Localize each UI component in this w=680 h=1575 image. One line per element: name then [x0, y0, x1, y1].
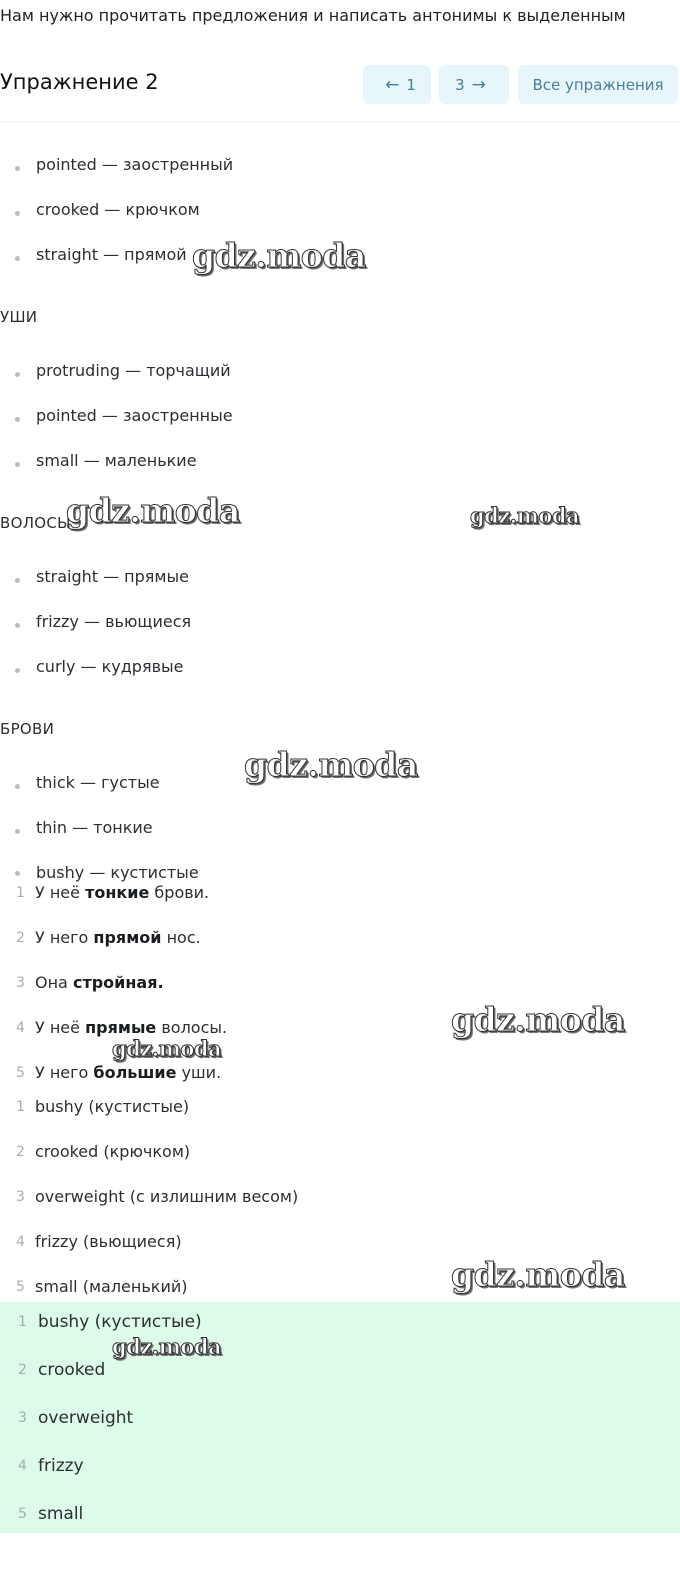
highlighted-word: прямые [85, 1018, 157, 1037]
item-number: 4 [18, 1458, 27, 1474]
list-item: pointed — заостренный [36, 155, 234, 174]
watermark: gdz.moda [244, 745, 418, 784]
bullet-icon [15, 871, 20, 876]
list-item: pointed — заостренные [36, 406, 233, 425]
answer-item: overweight [38, 1408, 134, 1428]
arrow-left-icon: ← [385, 74, 400, 95]
option-item: small (маленький) [35, 1277, 188, 1296]
answer-item: small [38, 1504, 84, 1524]
prev-exercise-button[interactable] [363, 65, 431, 104]
watermark: gdz.moda [470, 503, 580, 528]
watermark: gdz.moda [451, 1000, 625, 1039]
header-divider [0, 121, 680, 122]
list-item: bushy — кустистые [36, 863, 199, 882]
watermark: gdz.moda [112, 1036, 222, 1061]
option-item: bushy (кустистые) [35, 1097, 190, 1116]
item-number: 4 [16, 1234, 25, 1250]
section-heading-brows: БРОВИ [0, 720, 55, 738]
sentence-item: У него большие уши. [35, 1063, 222, 1082]
sentence-item: У неё прямые волосы. [35, 1018, 228, 1037]
item-number: 3 [16, 975, 25, 991]
item-number: 3 [16, 1189, 25, 1205]
item-number: 1 [16, 885, 25, 901]
list-item: small — маленькие [36, 451, 197, 470]
bullet-icon [15, 668, 20, 673]
bullet-icon [15, 417, 20, 422]
option-item: frizzy (вьющиеся) [35, 1232, 182, 1251]
item-number: 2 [16, 1144, 25, 1160]
item-number: 5 [18, 1506, 27, 1522]
list-item: straight — прямые [36, 567, 189, 586]
item-number: 5 [16, 1279, 25, 1295]
exercise-title: Упражнение 2 [0, 70, 159, 94]
item-number: 3 [18, 1410, 27, 1426]
watermark: gdz.moda [451, 1255, 625, 1294]
watermark: gdz.moda [112, 1334, 222, 1359]
answer-item: crooked [38, 1360, 106, 1380]
sentence-item: Она стройная. [35, 973, 164, 992]
answer-item: frizzy [38, 1456, 84, 1476]
sentence-item: У него прямой нос. [35, 928, 201, 947]
task-instruction: Нам нужно прочитать предложения и написать антонимы к выделенным [0, 6, 626, 25]
section-heading-hair: ВОЛОСЫ [0, 514, 71, 532]
next-exercise-label: 3 [455, 75, 465, 94]
answer-item: bushy (кустистые) [38, 1312, 202, 1332]
bullet-icon [15, 166, 20, 171]
bullet-icon [15, 256, 20, 261]
sentence-item: У неё тонкие брови. [35, 883, 210, 902]
bullet-icon [15, 784, 20, 789]
option-item: overweight (с излишним весом) [35, 1187, 299, 1206]
bullet-icon [15, 462, 20, 467]
arrow-right-icon: → [471, 74, 486, 95]
bullet-icon [15, 829, 20, 834]
highlighted-word: тонкие [85, 883, 150, 902]
list-item: straight — прямой [36, 245, 187, 264]
item-number: 2 [18, 1362, 27, 1378]
list-item: protruding — торчащий [36, 361, 231, 380]
prev-exercise-label: 1 [406, 75, 416, 94]
highlighted-word: прямой [93, 928, 162, 947]
item-number: 5 [16, 1065, 25, 1081]
watermark: gdz.moda [192, 236, 366, 275]
list-item: curly — кудрявые [36, 657, 184, 676]
bullet-icon [15, 211, 20, 216]
item-number: 1 [18, 1314, 27, 1330]
option-item: crooked (крючком) [35, 1142, 191, 1161]
section-heading-ears: УШИ [0, 308, 38, 326]
item-number: 1 [16, 1099, 25, 1115]
all-exercises-button[interactable]: Все упражнения [518, 65, 678, 104]
list-item: thin — тонкие [36, 818, 153, 837]
bullet-icon [15, 578, 20, 583]
next-exercise-button[interactable] [439, 65, 509, 104]
watermark: gdz.moda [66, 491, 240, 530]
item-number: 4 [16, 1020, 25, 1036]
highlighted-word: большие [93, 1063, 177, 1082]
cropped-list-item-container [0, 855, 680, 882]
answer-block [0, 1302, 680, 1533]
bullet-icon [15, 372, 20, 377]
list-item: thick — густые [36, 773, 160, 792]
item-number: 2 [16, 930, 25, 946]
list-item: crooked — крючком [36, 200, 200, 219]
list-item: frizzy — вьющиеся [36, 612, 192, 631]
highlighted-word: стройная. [72, 973, 164, 992]
bullet-icon [15, 623, 20, 628]
